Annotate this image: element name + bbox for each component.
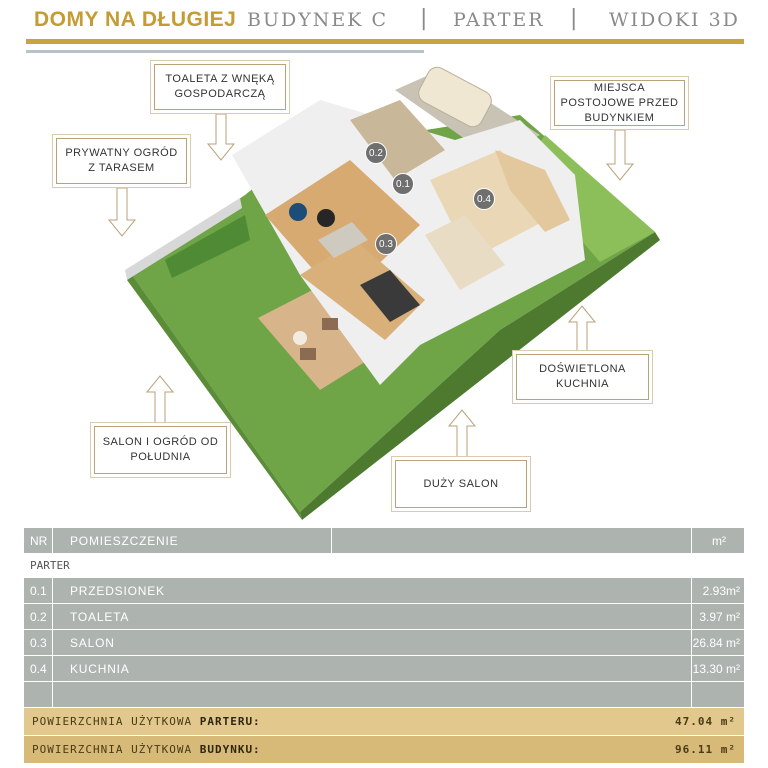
row-nr: 0.4 [30, 661, 47, 676]
table-row [24, 604, 744, 630]
room-badge: 0.3 [375, 233, 397, 255]
arrow-up-icon [567, 304, 597, 356]
terrace-chair [322, 318, 338, 330]
callout-salon-garden: SALON I OGRÓD OD POŁUDNIA [94, 426, 227, 474]
section-label: PARTER [30, 559, 70, 572]
floor-label: PARTER [453, 9, 545, 31]
room-badge: 0.4 [473, 188, 495, 210]
total-value: 96.11 m² [675, 743, 736, 756]
floor-plan-3d [0, 56, 768, 526]
coffee-table [317, 209, 335, 227]
column-divider [691, 604, 692, 629]
table-row [24, 630, 744, 656]
total-label-bold: PARTERU: [199, 715, 261, 728]
total-label-text: POWIERZCHNIA UŻYTKOWA [32, 743, 193, 756]
total-label-text: POWIERZCHNIA UŻYTKOWA [32, 715, 193, 728]
column-divider [52, 656, 53, 681]
arrow-down-icon [206, 114, 236, 162]
view-label: WIDOKI 3D [609, 9, 740, 31]
row-name: KUCHNIA [70, 661, 130, 676]
row-name: TOALETA [70, 609, 130, 624]
armchair [289, 203, 307, 221]
room-area-table [24, 528, 744, 764]
callout-garden: PRYWATNY OGRÓD Z TARASEM [56, 138, 187, 184]
room-badge: 0.2 [365, 142, 387, 164]
building-label: BUDYNEK C [247, 9, 389, 31]
arrow-up-icon [447, 408, 477, 464]
row-name: PRZEDSIONEK [70, 583, 165, 598]
room-badge: 0.1 [392, 173, 414, 195]
row-nr: 0.2 [30, 609, 47, 624]
column-divider [52, 528, 53, 553]
column-divider [691, 682, 692, 707]
total-label [32, 743, 261, 756]
row-area: 2.93m² [702, 583, 740, 598]
blue-divider [26, 50, 424, 53]
row-area: 26.84 m² [692, 635, 740, 650]
arrow-up-icon [145, 374, 175, 428]
callout-toilet: TOALETA Z WNĘKĄ GOSPODARCZĄ [154, 64, 286, 110]
table-header [24, 528, 744, 554]
page-header [0, 0, 768, 56]
table-row [24, 578, 744, 604]
row-area: 3.97 m² [699, 609, 740, 624]
header-separator: | [420, 6, 428, 31]
header-separator: | [570, 6, 578, 31]
empty-row [24, 682, 744, 708]
total-label [32, 715, 261, 728]
total-label-bold: BUDYNKU: [199, 743, 261, 756]
total-ground-floor-row [24, 708, 744, 736]
row-nr: 0.1 [30, 583, 47, 598]
table-row [24, 656, 744, 682]
terrace-chair [300, 348, 316, 360]
gold-divider [26, 39, 744, 44]
col-unit: m² [712, 533, 726, 548]
total-building-row [24, 736, 744, 764]
row-name: SALON [70, 635, 115, 650]
brand-title: DOMY NA DŁUGIEJ [34, 8, 237, 31]
col-name: POMIESZCZENIE [70, 533, 179, 548]
column-divider [691, 630, 692, 655]
section-row [24, 554, 744, 578]
callout-salon: DUŻY SALON [395, 460, 527, 508]
callout-kitchen: DOŚWIETLONA KUCHNIA [516, 354, 649, 400]
column-divider [331, 528, 332, 553]
column-divider [52, 578, 53, 603]
row-area: 13.30 m² [692, 661, 740, 676]
column-divider [691, 656, 692, 681]
callout-parking: MIEJSCA POSTOJOWE PRZED BUDYNKIEM [554, 80, 685, 126]
arrow-down-icon [107, 188, 137, 238]
column-divider [52, 630, 53, 655]
column-divider [52, 604, 53, 629]
row-nr: 0.3 [30, 635, 47, 650]
terrace-table [293, 331, 307, 345]
total-value: 47.04 m² [675, 715, 736, 728]
col-nr: NR [30, 533, 48, 548]
arrow-down-icon [605, 130, 635, 182]
column-divider [691, 528, 692, 553]
column-divider [52, 682, 53, 707]
column-divider [691, 578, 692, 603]
